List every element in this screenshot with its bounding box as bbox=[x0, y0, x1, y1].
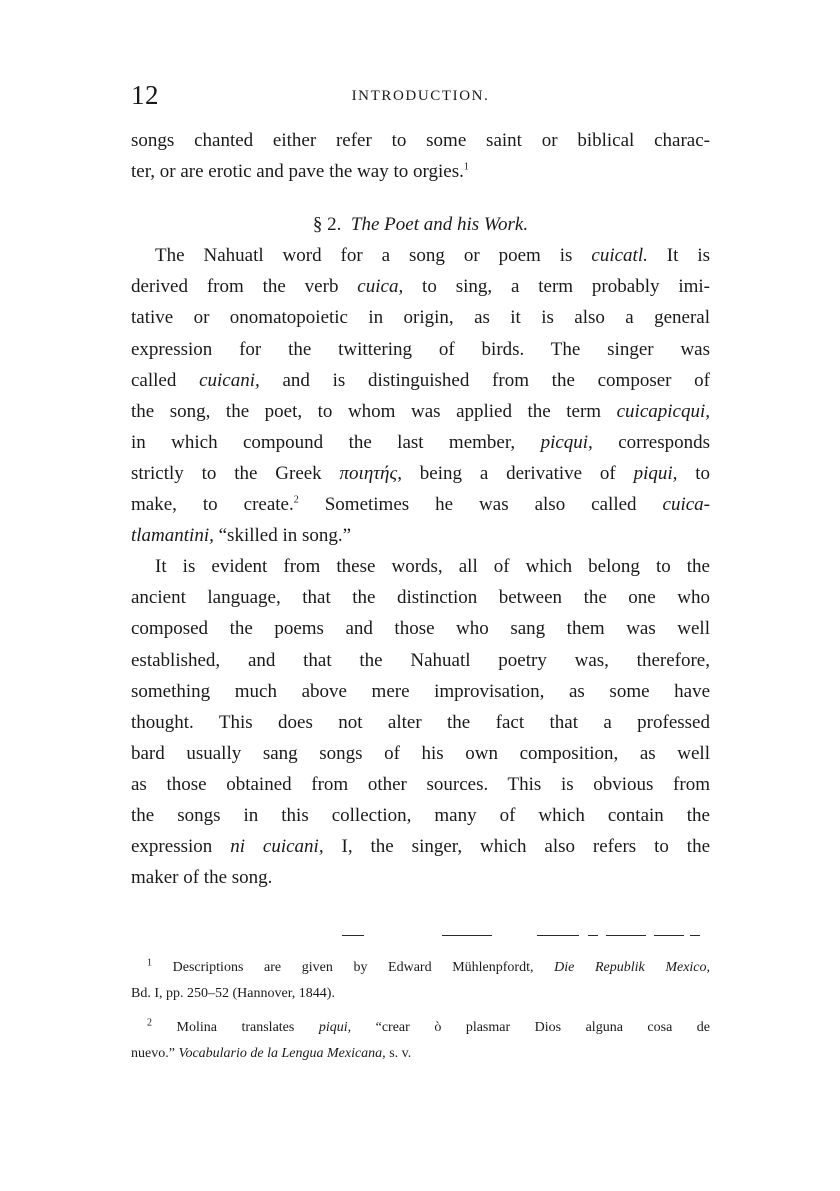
footnote-ref-1: 1 bbox=[463, 161, 469, 173]
section-title: The Poet and his Work. bbox=[350, 214, 529, 236]
para2-line: make, to create.$^2$ Sometimes he was also called cuica- bbox=[131, 494, 710, 516]
separator-dash bbox=[442, 935, 492, 936]
para2-line: tative or onomatopoietic in origin, as it is also a general bbox=[131, 307, 710, 329]
section-number: § 2. bbox=[312, 214, 342, 236]
running-head bbox=[131, 80, 710, 114]
para3-line: as those obtained from other sources. This is obvious from bbox=[131, 773, 710, 795]
para3-line: something much above mere improvisation, as some have bbox=[131, 680, 710, 702]
separator-dash bbox=[342, 935, 364, 936]
para1-line: songs chanted either refer to some saint or biblical charac- bbox=[131, 130, 710, 151]
section-heading bbox=[131, 209, 710, 240]
para1-line: ter, or are erotic and pave the way to orgies.$^1$ bbox=[131, 161, 469, 183]
footnote-separator bbox=[342, 932, 700, 940]
para2-line: strictly to the Greek ποιητής, being a derivative of piqui, to bbox=[131, 462, 711, 484]
footnote-ref-2: 2 bbox=[293, 494, 299, 506]
para3-line: expression ni cuicani, I, the singer, which also refers to the bbox=[131, 836, 711, 858]
para2-line: tlamantini, “skilled in song.” bbox=[131, 525, 352, 547]
para3-line: established, and that the Nahuatl poetry was, therefore, bbox=[131, 649, 710, 671]
para2-line: derived from the verb cuica, to sing, a term probably imi- bbox=[131, 276, 710, 298]
page-number: 12 bbox=[131, 80, 159, 110]
para2-line: The Nahuatl word for a song or poem is cuicatl. It is bbox=[155, 245, 711, 267]
footnote-line: nuevo.” Vocabulario de la Lengua Mexicana, s. v. bbox=[131, 1046, 412, 1061]
separator-dash bbox=[537, 935, 579, 936]
footnote-line: $^1$ Descriptions are given by Edward Mühlenpfordt, Die Republik Mexico, bbox=[147, 957, 711, 975]
footnote-mark: 1 bbox=[147, 957, 152, 969]
para2-line: in which compound the last member, picqui, corresponds bbox=[131, 431, 711, 453]
para3-line: It is evident from these words, all of which belong to the bbox=[155, 556, 710, 578]
body-text bbox=[131, 125, 710, 893]
separator-dash bbox=[606, 935, 646, 936]
running-title: INTRODUCTION. bbox=[351, 88, 490, 104]
footnote-2 bbox=[131, 1015, 710, 1067]
footnote-line: $^2$ Molina translates piqui, “crear ò plasmar Dios alguna cosa de bbox=[147, 1017, 711, 1035]
separator-dash bbox=[654, 935, 684, 936]
para3-line: bard usually sang songs of his own composition, as well bbox=[131, 742, 710, 764]
para3-line: composed the poems and those who sang them was well bbox=[131, 618, 710, 640]
para3-line: maker of the song. bbox=[131, 867, 273, 889]
footnote-mark: 2 bbox=[147, 1017, 152, 1029]
para3-line: ancient language, that the distinction between the one who bbox=[131, 587, 710, 609]
para2-line: the song, the poet, to whom was applied the term cuicapicqui, bbox=[131, 400, 710, 422]
separator-dash bbox=[690, 935, 700, 936]
footnote-line: Bd. I, pp. 250–52 (Hannover, 1844). bbox=[131, 986, 335, 1001]
para2-line: called cuicani, and is distinguished from the composer of bbox=[131, 369, 711, 391]
para2-line: expression for the twittering of birds. The singer was bbox=[131, 338, 710, 360]
para3-line: thought. This does not alter the fact that a professed bbox=[131, 711, 710, 733]
para3-line: the songs in this collection, many of which contain the bbox=[131, 804, 710, 826]
footnote-1 bbox=[131, 955, 710, 1007]
separator-dash bbox=[588, 935, 598, 936]
footnotes bbox=[131, 955, 710, 1067]
